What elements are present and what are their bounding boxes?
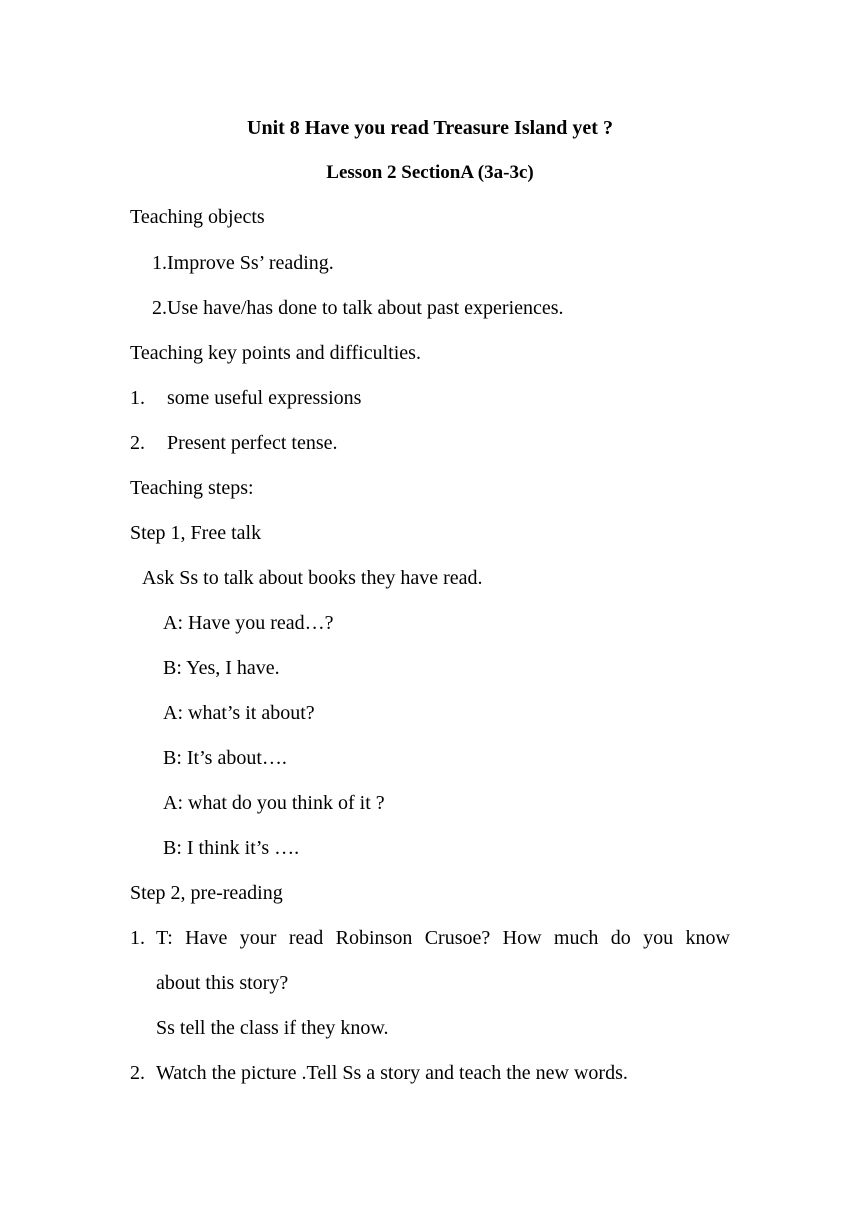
dialogue-line-4: B: It’s about….	[163, 747, 287, 769]
objective-item-1: 1.Improve Ss’ reading.	[152, 252, 334, 274]
step2-heading: Step 2, pre-reading	[130, 882, 283, 904]
step1-intro: Ask Ss to talk about books they have read.	[142, 567, 483, 589]
dialogue-line-6: B: I think it’s ….	[163, 837, 300, 859]
step2-item1-line2: about this story?	[156, 972, 289, 994]
dialogue-line-5: A: what do you think of it ?	[163, 792, 385, 814]
dialogue-line-2: B: Yes, I have.	[163, 657, 280, 679]
key-point-number-2: 2.	[130, 432, 145, 454]
steps-heading: Teaching steps:	[130, 477, 254, 499]
dialogue-line-1: A: Have you read…?	[163, 612, 334, 634]
lesson-subtitle: Lesson 2 SectionA (3a-3c)	[326, 162, 534, 183]
step2-item1-number: 1.	[130, 927, 145, 949]
step2-item2-text: Watch the picture .Tell Ss a story and teach the new words.	[156, 1062, 628, 1084]
step2-item2-number: 2.	[130, 1062, 145, 1084]
objectives-heading: Teaching objects	[130, 206, 265, 228]
key-points-heading: Teaching key points and difficulties.	[130, 342, 421, 364]
step2-item1-line1: T: Have your read Robinson Crusoe? How much do you know	[156, 927, 730, 949]
step1-heading: Step 1, Free talk	[130, 522, 262, 544]
dialogue-line-3: A: what’s it about?	[163, 702, 315, 724]
key-point-text-2: Present perfect tense.	[167, 432, 338, 454]
key-point-text-1: some useful expressions	[167, 387, 362, 409]
document-title: Unit 8 Have you read Treasure Island yet ?	[247, 117, 613, 139]
step2-item1-line3: Ss tell the class if they know.	[156, 1017, 389, 1039]
key-point-number-1: 1.	[130, 387, 145, 409]
objective-item-2: 2.Use have/has done to talk about past experiences.	[152, 297, 564, 319]
